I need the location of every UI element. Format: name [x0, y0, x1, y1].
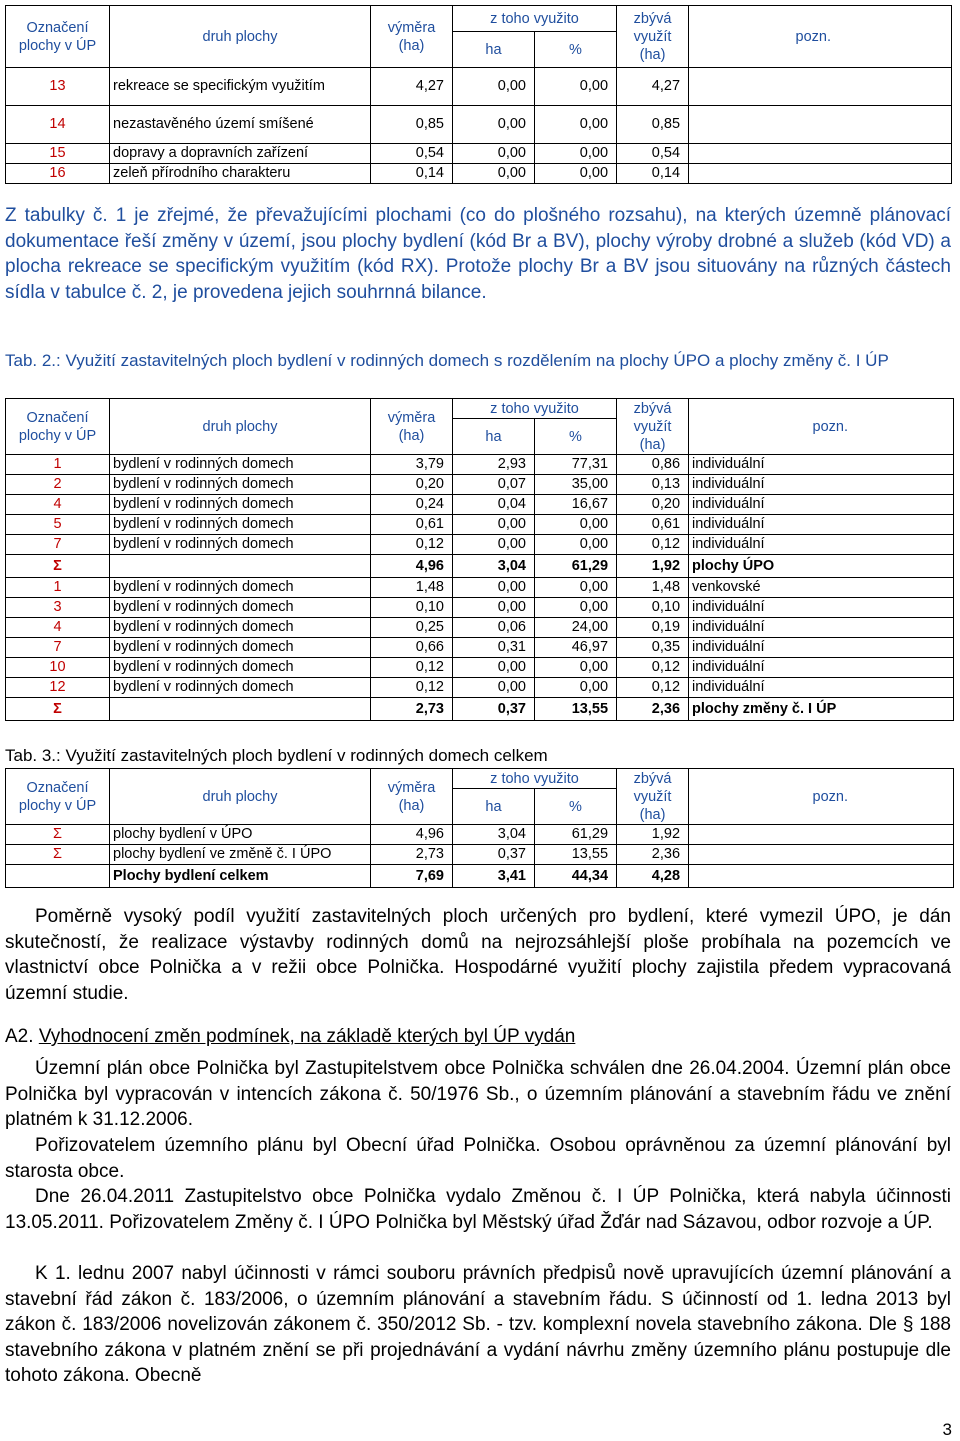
row-type: nezastavěného území smíšené: [110, 106, 371, 144]
row-type: bydlení v rodinných domech: [110, 598, 371, 618]
row-type: [110, 555, 371, 578]
row-type: dopravy a dopravních zařízení: [110, 144, 371, 164]
row-area: 0,85: [371, 106, 453, 144]
row-area: 0,24: [371, 495, 453, 515]
col-header-note: pozn.: [689, 6, 952, 68]
row-remain: 1,92: [617, 825, 689, 845]
row-type: bydlení v rodinných domech: [110, 638, 371, 658]
row-note: individuální: [689, 515, 954, 535]
row-id: 3: [6, 598, 110, 618]
col-header-used: z toho využito: [453, 6, 617, 32]
row-remain: 1,48: [617, 578, 689, 598]
row-remain: 0,61: [617, 515, 689, 535]
row-type: bydlení v rodinných domech: [110, 475, 371, 495]
row-area: 7,69: [371, 865, 453, 888]
col-header-remain: zbývá využít (ha): [617, 769, 689, 825]
row-type: plochy bydlení v ÚPO: [110, 825, 371, 845]
row-used-ha: 0,00: [453, 68, 535, 106]
row-remain: 0,20: [617, 495, 689, 515]
row-area: 0,61: [371, 515, 453, 535]
row-area: 4,96: [371, 825, 453, 845]
row-note: individuální: [689, 535, 954, 555]
row-type: bydlení v rodinných domech: [110, 578, 371, 598]
row-used-ha: 0,00: [453, 535, 535, 555]
row-note: [689, 68, 952, 106]
row-used-pct: 35,00: [535, 475, 617, 495]
row-type: rekreace se specifickým využitím: [110, 68, 371, 106]
col-header-note: pozn.: [689, 769, 954, 825]
row-id: 13: [6, 68, 110, 106]
row-type: bydlení v rodinných domech: [110, 495, 371, 515]
row-id: 16: [6, 164, 110, 184]
row-id: 15: [6, 144, 110, 164]
row-remain: 0,19: [617, 618, 689, 638]
page-number: 3: [942, 1420, 952, 1439]
row-remain: 4,28: [617, 865, 689, 888]
row-id: [6, 865, 110, 888]
row-area: 4,27: [371, 68, 453, 106]
row-remain: 2,36: [617, 698, 689, 721]
row-area: 0,14: [371, 164, 453, 184]
col-header-id: Označení plochy v ÚP: [6, 399, 110, 455]
table-row: [6, 164, 952, 184]
row-remain: 2,36: [617, 845, 689, 865]
table-header-row: [6, 769, 954, 789]
row-id: 12: [6, 678, 110, 698]
table-row: [6, 475, 954, 495]
row-remain: 0,54: [617, 144, 689, 164]
row-used-ha: 3,41: [453, 865, 535, 888]
paragraph-procurer: Pořizovatelem územního plánu byl Obecní úřad Polnička. Osobou oprávněnou za územní plánování byl starosta obce.: [5, 1135, 951, 1182]
row-used-ha: 0,00: [453, 578, 535, 598]
col-header-remain: zbývá využít (ha): [617, 399, 689, 455]
table-row: [6, 638, 954, 658]
paragraph-plan-approval: Územní plán obce Polnička byl Zastupitelstvem obce Polnička schválen dne 26.04.2004. Územní plán obce Polnička byl vypracován v intencích zákona č. 50/1976 Sb., o územním plánování a stavebním řádu ve znění platném k 31.12.2006.: [5, 1058, 951, 1130]
row-id: Σ: [6, 825, 110, 845]
row-note: plochy ÚPO: [689, 555, 954, 578]
table-row: [6, 678, 954, 698]
row-note: [689, 144, 952, 164]
row-id: Σ: [6, 698, 110, 721]
col-header-id: Označení plochy v ÚP: [6, 769, 110, 825]
row-area: 0,66: [371, 638, 453, 658]
row-id: 2: [6, 475, 110, 495]
row-id: 7: [6, 638, 110, 658]
table-row: [6, 495, 954, 515]
row-used-pct: 0,00: [535, 106, 617, 144]
row-remain: 0,86: [617, 455, 689, 475]
table-2-caption: Tab. 2.: Využití zastavitelných ploch bydlení v rodinných domech s rozdělením na plochy ÚPO a plochy změny č. I ÚP: [5, 351, 889, 370]
row-used-pct: 0,00: [535, 144, 617, 164]
row-area: 1,48: [371, 578, 453, 598]
row-used-pct: 0,00: [535, 578, 617, 598]
row-note: individuální: [689, 475, 954, 495]
col-header-used-ha: ha: [453, 789, 535, 825]
col-header-remain: zbývá využít (ha): [617, 6, 689, 68]
table-row: [6, 845, 954, 865]
table-row: [6, 865, 954, 888]
row-remain: 4,27: [617, 68, 689, 106]
row-remain: 0,14: [617, 164, 689, 184]
row-used-pct: 13,55: [535, 845, 617, 865]
row-used-pct: 0,00: [535, 678, 617, 698]
row-id: 1: [6, 455, 110, 475]
row-id: 7: [6, 535, 110, 555]
row-used-ha: 0,00: [453, 144, 535, 164]
row-used-ha: 0,07: [453, 475, 535, 495]
table-row: [6, 144, 952, 164]
row-type: bydlení v rodinných domech: [110, 678, 371, 698]
row-used-ha: 0,00: [453, 598, 535, 618]
col-header-type: druh plochy: [110, 769, 371, 825]
row-id: 4: [6, 618, 110, 638]
col-header-used-ha: ha: [453, 32, 535, 68]
col-header-area: výměra (ha): [371, 769, 453, 825]
row-type: bydlení v rodinných domech: [110, 658, 371, 678]
col-header-used-pct: %: [535, 789, 617, 825]
table-row: [6, 825, 954, 845]
row-type: zeleň přírodního charakteru: [110, 164, 371, 184]
col-header-used-pct: %: [535, 32, 617, 68]
col-header-type: druh plochy: [110, 399, 371, 455]
row-used-pct: 13,55: [535, 698, 617, 721]
row-used-pct: 16,67: [535, 495, 617, 515]
col-header-area: výměra (ha): [371, 6, 453, 68]
housing-total-table: [5, 768, 954, 888]
paragraph-housing-usage: Poměrně vysoký podíl využití zastavitelných ploch určených pro bydlení, které vymezil ÚPO, je dán skutečností, že realizace výstavby rodinných domů na nejrozsáhlejší ploše probíhala na pozemcích ve vlastnictví obce Polnička a v režii obce Polnička. Hospodárné využití plochy zajistila předem vypracovaná územní studie.: [5, 906, 951, 1004]
row-remain: 0,10: [617, 598, 689, 618]
row-remain: 0,35: [617, 638, 689, 658]
table-row: [6, 106, 952, 144]
row-note: individuální: [689, 638, 954, 658]
row-used-ha: 0,00: [453, 658, 535, 678]
row-id: 1: [6, 578, 110, 598]
row-used-pct: 0,00: [535, 515, 617, 535]
table-row: [6, 578, 954, 598]
row-used-ha: 0,06: [453, 618, 535, 638]
row-type: Plochy bydlení celkem: [110, 865, 371, 888]
row-used-ha: 0,37: [453, 845, 535, 865]
row-type: bydlení v rodinných domech: [110, 618, 371, 638]
row-type: bydlení v rodinných domech: [110, 535, 371, 555]
row-used-pct: 61,29: [535, 825, 617, 845]
row-note: plochy změny č. I ÚP: [689, 698, 954, 721]
row-note: [689, 825, 954, 845]
row-used-ha: 0,00: [453, 678, 535, 698]
row-id: 14: [6, 106, 110, 144]
row-used-pct: 0,00: [535, 68, 617, 106]
row-used-pct: 0,00: [535, 164, 617, 184]
table-row: [6, 515, 954, 535]
section-heading: A2. Vyhodnocení změn podmínek, na základě kterých byl ÚP vydán: [5, 1026, 576, 1047]
row-used-ha: 0,00: [453, 515, 535, 535]
row-used-pct: 0,00: [535, 598, 617, 618]
row-type: plochy bydlení ve změně č. I ÚPO: [110, 845, 371, 865]
row-used-pct: 77,31: [535, 455, 617, 475]
row-used-pct: 24,00: [535, 618, 617, 638]
col-header-used-ha: ha: [453, 419, 535, 455]
col-header-used-pct: %: [535, 419, 617, 455]
row-used-ha: 0,31: [453, 638, 535, 658]
section-title: Vyhodnocení změn podmínek, na základě kterých byl ÚP vydán: [38, 1026, 576, 1047]
row-remain: 0,12: [617, 535, 689, 555]
row-id: 4: [6, 495, 110, 515]
row-note: [689, 865, 954, 888]
row-note: individuální: [689, 455, 954, 475]
row-used-ha: 3,04: [453, 555, 535, 578]
row-note: [689, 106, 952, 144]
col-header-area: výměra (ha): [371, 399, 453, 455]
table-row: [6, 455, 954, 475]
table-row: [6, 658, 954, 678]
row-id: 10: [6, 658, 110, 678]
row-type: bydlení v rodinných domech: [110, 515, 371, 535]
row-area: 4,96: [371, 555, 453, 578]
col-header-note: pozn.: [689, 399, 954, 455]
row-used-pct: 61,29: [535, 555, 617, 578]
row-used-ha: 0,00: [453, 164, 535, 184]
paragraph-summary: Z tabulky č. 1 je zřejmé, že převažujícími plochami (co do plošného rozsahu), na kterých územně plánovací dokumentace řeší změny v území, jsou plochy bydlení (kód Br a BV), plochy výroby drobné a služeb (kód VD) a plocha rekreace se specifickým využitím (kód RX). Protože plochy Br a BV jsou situovány na různých částech sídla v tabulce č. 2, je provedena jejich souhrnná bilance.: [5, 205, 951, 303]
row-remain: 0,12: [617, 658, 689, 678]
row-area: 0,25: [371, 618, 453, 638]
col-header-used: z toho využito: [453, 769, 617, 789]
row-used-ha: 0,00: [453, 106, 535, 144]
row-id: Σ: [6, 845, 110, 865]
row-note: individuální: [689, 495, 954, 515]
col-header-used: z toho využito: [453, 399, 617, 419]
col-header-id: Označení plochy v ÚP: [6, 6, 110, 68]
row-area: 0,12: [371, 658, 453, 678]
table-row: [6, 68, 952, 106]
row-area: 2,73: [371, 698, 453, 721]
row-note: individuální: [689, 678, 954, 698]
paragraph-amendment: Dne 26.04.2011 Zastupitelstvo obce Polnička vydalo Změnou č. I ÚP Polnička, která nabyla účinnosti 13.05.2011. Pořizovatelem Změny č. I ÚPO Polnička byl Městský úřad Žďár nad Sázavou, odbor rozvoje a ÚP.: [5, 1186, 951, 1233]
row-used-pct: 0,00: [535, 658, 617, 678]
row-area: 0,10: [371, 598, 453, 618]
row-type: bydlení v rodinných domech: [110, 455, 371, 475]
row-remain: 0,12: [617, 678, 689, 698]
row-used-pct: 0,00: [535, 535, 617, 555]
row-area: 0,54: [371, 144, 453, 164]
row-note: [689, 164, 952, 184]
row-note: individuální: [689, 598, 954, 618]
table-row: [6, 598, 954, 618]
row-id: 5: [6, 515, 110, 535]
row-remain: 1,92: [617, 555, 689, 578]
row-note: [689, 845, 954, 865]
table-row: [6, 535, 954, 555]
row-type: [110, 698, 371, 721]
row-used-ha: 0,04: [453, 495, 535, 515]
row-id: Σ: [6, 555, 110, 578]
row-used-pct: 44,34: [535, 865, 617, 888]
row-used-pct: 46,97: [535, 638, 617, 658]
row-area: 2,73: [371, 845, 453, 865]
row-note: individuální: [689, 618, 954, 638]
row-used-ha: 0,37: [453, 698, 535, 721]
table-row: [6, 698, 954, 721]
row-used-ha: 3,04: [453, 825, 535, 845]
row-note: venkovské: [689, 578, 954, 598]
row-area: 0,12: [371, 678, 453, 698]
col-header-type: druh plochy: [110, 6, 371, 68]
row-remain: 0,13: [617, 475, 689, 495]
row-area: 0,20: [371, 475, 453, 495]
land-use-table-1: [5, 5, 952, 184]
housing-areas-table: [5, 398, 954, 721]
row-area: 0,12: [371, 535, 453, 555]
row-note: individuální: [689, 658, 954, 678]
table-header-row: [6, 6, 952, 32]
table-row: [6, 555, 954, 578]
row-area: 3,79: [371, 455, 453, 475]
table-row: [6, 618, 954, 638]
table-header-row: [6, 399, 954, 419]
row-used-ha: 2,93: [453, 455, 535, 475]
row-remain: 0,85: [617, 106, 689, 144]
paragraph-law: K 1. lednu 2007 nabyl účinnosti v rámci souboru právních předpisů nově upravujících územní plánování a stavební řád zákon č. 183/2006, o územním plánování a stavebním řádu. S účinností od 1. ledna 2013 byl zákon č. 183/2006 novelizován zákonem č. 350/2012 Sb. - tzv. komplexní novela stavebního zákona. Dle § 188 stavebního zákona v platném znění se při projednávání a vydání návrhu změny územního plánu postupuje dle tohoto zákona. Obecně: [5, 1263, 951, 1386]
table-3-caption: Tab. 3.: Využití zastavitelných ploch bydlení v rodinných domech celkem: [5, 746, 548, 765]
